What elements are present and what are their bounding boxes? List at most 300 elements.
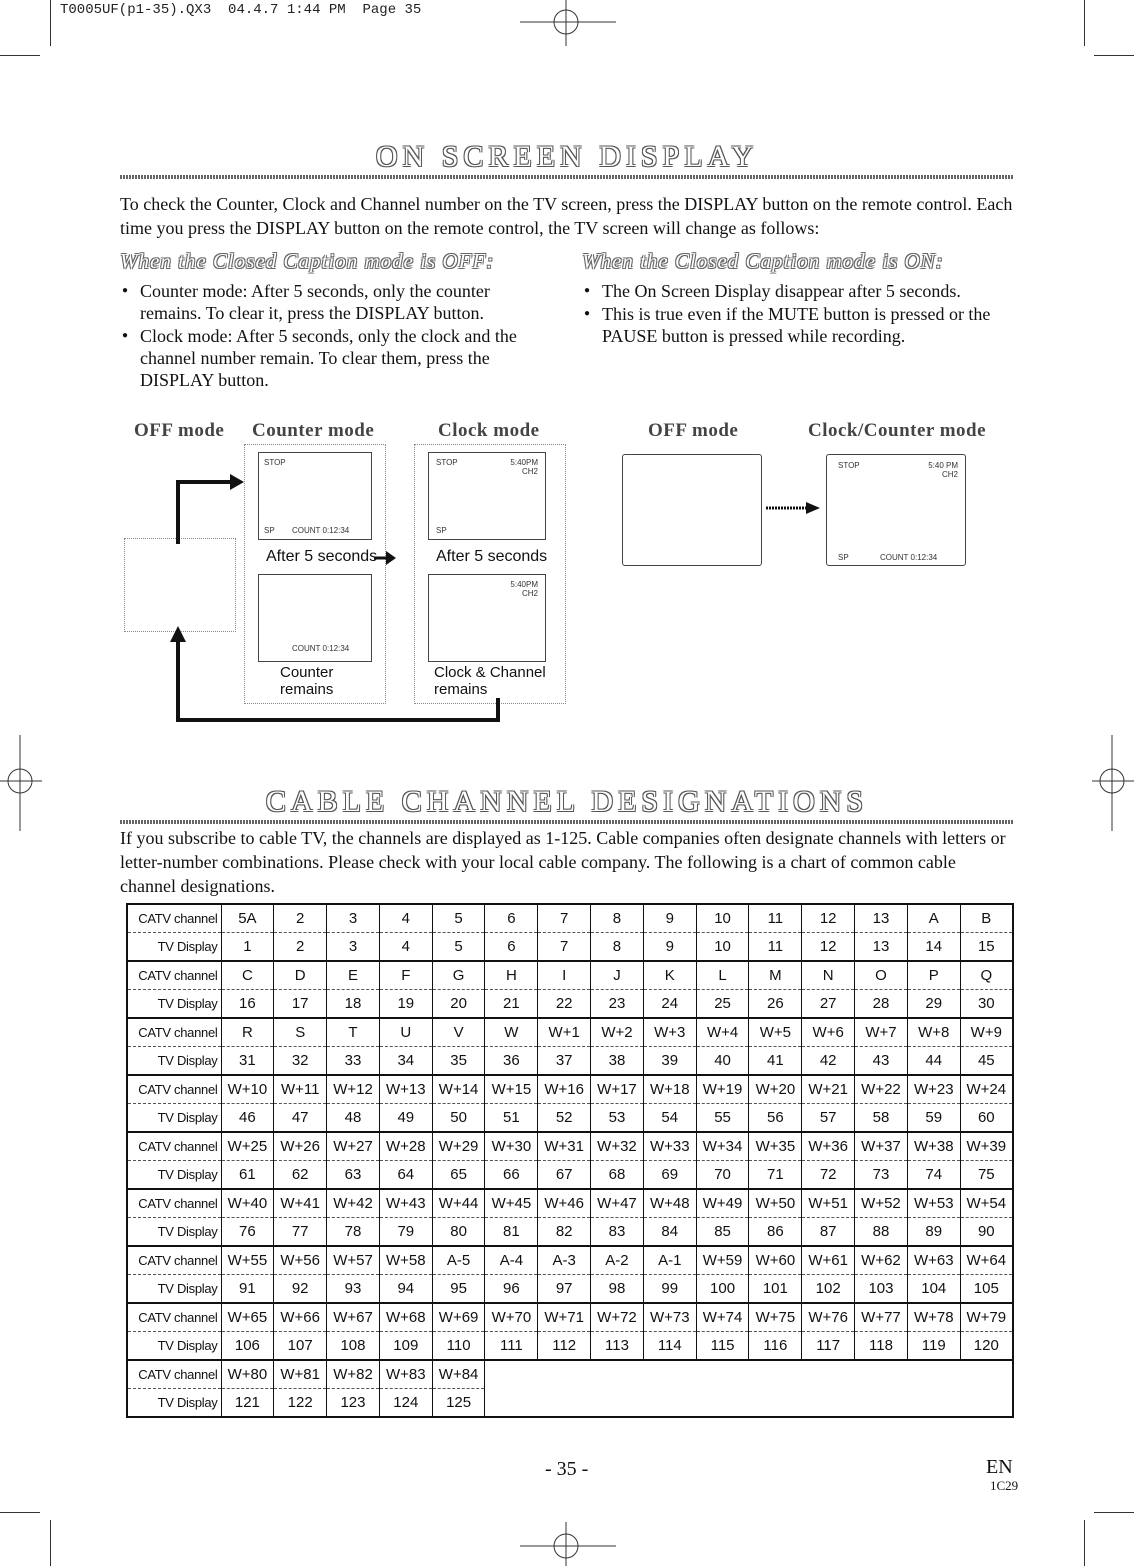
row-label: CATV channel [127, 961, 221, 990]
off-screen-cc [622, 454, 762, 566]
table-cell: 58 [855, 1104, 908, 1133]
crop-mark [1084, 1520, 1085, 1566]
screen-sp: SP [264, 526, 275, 535]
table-cell: 69 [643, 1161, 696, 1190]
table-cell: W+38 [907, 1132, 960, 1161]
table-cell: 16 [221, 990, 274, 1019]
screen-stop: STOP [436, 458, 458, 467]
table-cell: 51 [485, 1104, 538, 1133]
table-cell: 89 [907, 1218, 960, 1247]
catv-row [127, 961, 1013, 990]
table-cell: W+37 [855, 1132, 908, 1161]
table-cell: 22 [538, 990, 591, 1019]
table-cell: 66 [485, 1161, 538, 1190]
table-cell: W+36 [802, 1132, 855, 1161]
catv-row [127, 904, 1013, 933]
table-cell: W+49 [696, 1189, 749, 1218]
tv-display-row [127, 1104, 1013, 1133]
table-cell: 120 [960, 1332, 1013, 1361]
table-cell: W+51 [802, 1189, 855, 1218]
table-cell: 86 [749, 1218, 802, 1247]
table-cell: W+24 [960, 1075, 1013, 1104]
tv-display-row [127, 1332, 1013, 1361]
table-cell: 49 [379, 1104, 432, 1133]
screen-time: 5:40 PM [928, 461, 958, 470]
table-cell: A-3 [538, 1246, 591, 1275]
tv-display-row [127, 1218, 1013, 1247]
table-cell: W+68 [379, 1303, 432, 1332]
table-cell: 83 [591, 1218, 644, 1247]
table-cell: W+62 [855, 1246, 908, 1275]
cc-off-heading: When the Closed Caption mode is OFF: [120, 249, 495, 273]
table-cell: W+52 [855, 1189, 908, 1218]
table-cell: 11 [749, 904, 802, 933]
table-cell: W+74 [696, 1303, 749, 1332]
table-cell: 3 [327, 933, 380, 962]
catv-row [127, 1360, 1013, 1389]
clock-remains-label [434, 664, 546, 698]
table-cell: 43 [855, 1047, 908, 1076]
table-cell: 5 [432, 933, 485, 962]
row-label: CATV channel [127, 1360, 221, 1389]
table-cell: W+61 [802, 1246, 855, 1275]
table-cell: 3 [327, 904, 380, 933]
table-cell: W+31 [538, 1132, 591, 1161]
row-label: TV Display [157, 1395, 218, 1410]
table-cell: A-2 [591, 1246, 644, 1275]
crop-mark [1094, 55, 1134, 56]
row-label: TV Display [157, 1224, 218, 1239]
tv-display-row [127, 1275, 1013, 1304]
table-cell: W+17 [591, 1075, 644, 1104]
table-cell: 64 [379, 1161, 432, 1190]
screen-count: COUNT 0:12:34 [880, 553, 938, 562]
table-cell: W+79 [960, 1303, 1013, 1332]
table-cell: 85 [696, 1218, 749, 1247]
table-cell: W+1 [538, 1018, 591, 1047]
page-number: - 35 - [545, 1458, 589, 1480]
screen-count: COUNT 0:12:34 [292, 644, 350, 653]
table-cell: 17 [274, 990, 327, 1019]
table-cell: O [855, 961, 908, 990]
label-off-mode: OFF mode [134, 420, 225, 441]
table-cell: A [907, 904, 960, 933]
table-cell: 81 [485, 1218, 538, 1247]
table-cell: 59 [907, 1104, 960, 1133]
table-cell: W+19 [696, 1075, 749, 1104]
table-cell: 19 [379, 990, 432, 1019]
list-item: ● Clock mode: After 5 seconds, only the clock and the channel number remain. To clear them, press the DISPLAY button. [120, 325, 540, 391]
table-cell: 116 [749, 1332, 802, 1361]
table-cell: W+11 [274, 1075, 327, 1104]
table-cell: W+26 [274, 1132, 327, 1161]
table-cell: 4 [379, 904, 432, 933]
table-cell: 9 [643, 933, 696, 962]
catv-row [127, 1075, 1013, 1104]
table-cell: 88 [855, 1218, 908, 1247]
table-cell: W+9 [960, 1018, 1013, 1047]
table-cell: W+18 [643, 1075, 696, 1104]
table-cell: 52 [538, 1104, 591, 1133]
table-cell: 63 [327, 1161, 380, 1190]
crop-mark [0, 55, 40, 56]
table-cell: W+73 [643, 1303, 696, 1332]
table-cell: E [327, 961, 380, 990]
table-cell: 100 [696, 1275, 749, 1304]
table-cell: W+8 [907, 1018, 960, 1047]
table-cell: 35 [432, 1047, 485, 1076]
table-cell: W+23 [907, 1075, 960, 1104]
table-cell: 7 [538, 933, 591, 962]
table-cell: 108 [327, 1332, 380, 1361]
table-cell: W+6 [802, 1018, 855, 1047]
screen-time: 5:40PM [510, 580, 538, 589]
table-cell: 5A [221, 904, 274, 933]
table-cell: 28 [855, 990, 908, 1019]
table-cell: W+15 [485, 1075, 538, 1104]
table-cell: 67 [538, 1161, 591, 1190]
label-clock-counter-mode: Clock/Counter mode [808, 420, 987, 441]
table-cell: W+63 [907, 1246, 960, 1275]
tv-display-row [127, 1389, 1013, 1418]
list-item: ● Counter mode: After 5 seconds, only the counter remains. To clear it, press the DISPLAY button. [120, 280, 540, 324]
table-cell: G [432, 961, 485, 990]
table-cell: 26 [749, 990, 802, 1019]
table-cell: W+76 [802, 1303, 855, 1332]
table-cell: 97 [538, 1275, 591, 1304]
table-cell: 110 [432, 1332, 485, 1361]
row-label: TV Display [157, 939, 218, 954]
catv-row [127, 1189, 1013, 1218]
table-cell: 122 [274, 1389, 327, 1418]
crop-mark [0, 1512, 40, 1513]
osd-title: ON SCREEN DISPLAY [375, 140, 759, 173]
table-cell: W+21 [802, 1075, 855, 1104]
table-cell: W+54 [960, 1189, 1013, 1218]
table-cell: 41 [749, 1047, 802, 1076]
table-cell: W+58 [379, 1246, 432, 1275]
remains-line: Counter [280, 664, 334, 681]
table-cell: 102 [802, 1275, 855, 1304]
table-cell: 27 [802, 990, 855, 1019]
table-cell: R [221, 1018, 274, 1047]
table-cell: W+64 [960, 1246, 1013, 1275]
table-cell: 90 [960, 1218, 1013, 1247]
table-cell: V [432, 1018, 485, 1047]
list-item: ● This is true even if the MUTE button is pressed or the PAUSE button is pressed while recording. [582, 303, 1014, 347]
table-cell: 2 [274, 933, 327, 962]
table-cell: W+29 [432, 1132, 485, 1161]
table-cell: 38 [591, 1047, 644, 1076]
table-cell: 114 [643, 1332, 696, 1361]
table-cell: 4 [379, 933, 432, 962]
language-code: EN [986, 1456, 1013, 1478]
table-cell: 94 [379, 1275, 432, 1304]
table-cell: 123 [327, 1389, 380, 1418]
table-cell: W+10 [221, 1075, 274, 1104]
table-cell: 118 [855, 1332, 908, 1361]
cc-off-bullets [120, 280, 540, 392]
table-cell: 32 [274, 1047, 327, 1076]
table-cell: W+83 [379, 1360, 432, 1389]
cable-channel-table [126, 903, 1014, 1418]
table-cell: W+72 [591, 1303, 644, 1332]
table-cell: W [485, 1018, 538, 1047]
table-cell: 117 [802, 1332, 855, 1361]
table-cell: 60 [960, 1104, 1013, 1133]
table-cell: W+30 [485, 1132, 538, 1161]
table-cell: W+77 [855, 1303, 908, 1332]
table-cell: 78 [327, 1218, 380, 1247]
table-cell: 65 [432, 1161, 485, 1190]
screen-sp: SP [838, 553, 849, 562]
table-cell: W+32 [591, 1132, 644, 1161]
table-cell: W+69 [432, 1303, 485, 1332]
screen-channel: CH2 [941, 470, 958, 479]
table-cell: W+57 [327, 1246, 380, 1275]
table-cell: 55 [696, 1104, 749, 1133]
table-cell: 29 [907, 990, 960, 1019]
table-cell: 68 [591, 1161, 644, 1190]
label-off-mode-cc: OFF mode [648, 420, 739, 441]
label-clock-mode: Clock mode [438, 420, 540, 441]
table-cell: 47 [274, 1104, 327, 1133]
table-cell: 21 [485, 990, 538, 1019]
table-cell: W+75 [749, 1303, 802, 1332]
table-cell: I [538, 961, 591, 990]
table-cell: 99 [643, 1275, 696, 1304]
screen-stop: STOP [264, 458, 286, 467]
remains-line: remains [280, 681, 334, 698]
table-cell: W+67 [327, 1303, 380, 1332]
table-cell: 10 [696, 933, 749, 962]
table-cell: 57 [802, 1104, 855, 1133]
list-item: ● The On Screen Display disappear after 5 seconds. [582, 280, 1014, 302]
table-cell: 31 [221, 1047, 274, 1076]
table-cell: 62 [274, 1161, 327, 1190]
table-cell: D [274, 961, 327, 990]
crop-mark [1084, 0, 1085, 46]
table-cell: W+53 [907, 1189, 960, 1218]
table-cell: 80 [432, 1218, 485, 1247]
row-label: CATV channel [127, 1018, 221, 1047]
screen-stop: STOP [838, 461, 860, 470]
table-cell: W+25 [221, 1132, 274, 1161]
cable-intro: If you subscribe to cable TV, the channels are displayed as 1-125. Cable companies often designate channels with letters or letter-number combinations. Please check with your local cable company. The following is a chart of common cable channel designations. [120, 828, 1006, 896]
table-cell: W+7 [855, 1018, 908, 1047]
row-label: CATV channel [127, 1075, 221, 1104]
table-cell: 98 [591, 1275, 644, 1304]
table-cell: A-5 [432, 1246, 485, 1275]
table-cell: W+12 [327, 1075, 380, 1104]
table-cell: W+70 [485, 1303, 538, 1332]
table-cell: 72 [802, 1161, 855, 1190]
table-cell: 75 [960, 1161, 1013, 1190]
table-cell: W+27 [327, 1132, 380, 1161]
table-cell: 91 [221, 1275, 274, 1304]
table-cell: 76 [221, 1218, 274, 1247]
row-label: CATV channel [127, 904, 221, 933]
table-cell: W+3 [643, 1018, 696, 1047]
table-cell: 15 [960, 933, 1013, 962]
table-cell: 87 [802, 1218, 855, 1247]
table-cell: 14 [907, 933, 960, 962]
screen-time: 5:40PM [510, 458, 538, 467]
table-cell: W+48 [643, 1189, 696, 1218]
table-cell: 124 [379, 1389, 432, 1418]
table-cell: 12 [802, 904, 855, 933]
cable-title: CABLE CHANNEL DESIGNATIONS [265, 785, 869, 818]
row-label: TV Display [157, 1281, 218, 1296]
table-cell: 24 [643, 990, 696, 1019]
table-cell: W+80 [221, 1360, 274, 1389]
table-cell: W+45 [485, 1189, 538, 1218]
registration-mark [0, 735, 44, 835]
table-cell: P [907, 961, 960, 990]
table-cell: 7 [538, 904, 591, 933]
table-cell: 6 [485, 933, 538, 962]
row-label: CATV channel [127, 1132, 221, 1161]
table-cell: 107 [274, 1332, 327, 1361]
table-cell: 71 [749, 1161, 802, 1190]
table-cell: 84 [643, 1218, 696, 1247]
row-label: TV Display [157, 1053, 218, 1068]
print-header-time: 1:44 PM [286, 2, 346, 18]
table-cell: 93 [327, 1275, 380, 1304]
title-rule [120, 820, 1014, 824]
table-cell: 13 [855, 904, 908, 933]
empty-cell [485, 1360, 1013, 1389]
arrow-right [764, 498, 824, 518]
empty-cell [485, 1389, 1013, 1418]
catv-row [127, 1303, 1013, 1332]
table-cell: W+13 [379, 1075, 432, 1104]
screen-channel: CH2 [521, 467, 538, 476]
table-cell: 56 [749, 1104, 802, 1133]
table-cell: 101 [749, 1275, 802, 1304]
table-cell: 104 [907, 1275, 960, 1304]
screen-sp: SP [436, 526, 447, 535]
table-cell: 36 [485, 1047, 538, 1076]
table-cell: W+39 [960, 1132, 1013, 1161]
table-cell: 25 [696, 990, 749, 1019]
row-label: CATV channel [127, 1246, 221, 1275]
table-cell: H [485, 961, 538, 990]
table-cell: 111 [485, 1332, 538, 1361]
table-cell: 6 [485, 904, 538, 933]
row-label: CATV channel [127, 1189, 221, 1218]
table-cell: 12 [802, 933, 855, 962]
row-label: CATV channel [127, 1303, 221, 1332]
tv-display-row [127, 933, 1013, 962]
table-cell: W+16 [538, 1075, 591, 1104]
table-cell: W+60 [749, 1246, 802, 1275]
tv-display-row [127, 990, 1013, 1019]
after-5-seconds: After 5 seconds [436, 548, 548, 565]
print-header-file: T0005UF(p1-35).QX3 [60, 2, 212, 18]
table-cell: W+65 [221, 1303, 274, 1332]
table-cell: 82 [538, 1218, 591, 1247]
tv-display-row [127, 1047, 1013, 1076]
table-cell: W+42 [327, 1189, 380, 1218]
table-cell: N [802, 961, 855, 990]
table-cell: 8 [591, 933, 644, 962]
table-cell: W+47 [591, 1189, 644, 1218]
table-cell: W+43 [379, 1189, 432, 1218]
table-cell: L [696, 961, 749, 990]
table-cell: W+56 [274, 1246, 327, 1275]
table-cell: W+59 [696, 1246, 749, 1275]
table-cell: C [221, 961, 274, 990]
table-cell: B [960, 904, 1013, 933]
table-cell: 44 [907, 1047, 960, 1076]
table-cell: W+84 [432, 1360, 485, 1389]
table-cell: W+41 [274, 1189, 327, 1218]
table-cell: 103 [855, 1275, 908, 1304]
counter-remains-label [280, 664, 333, 698]
tv-display-row [127, 1161, 1013, 1190]
crop-mark [1094, 1512, 1134, 1513]
table-cell: J [591, 961, 644, 990]
table-cell: 42 [802, 1047, 855, 1076]
registration-mark [520, 1520, 620, 1566]
table-cell: W+5 [749, 1018, 802, 1047]
table-cell: 105 [960, 1275, 1013, 1304]
table-cell: W+66 [274, 1303, 327, 1332]
table-cell: 50 [432, 1104, 485, 1133]
table-cell: 73 [855, 1161, 908, 1190]
registration-mark [520, 0, 620, 48]
table-cell: W+44 [432, 1189, 485, 1218]
table-cell: W+33 [643, 1132, 696, 1161]
table-cell: 46 [221, 1104, 274, 1133]
after-5-seconds: After 5 seconds [266, 548, 378, 565]
table-cell: 54 [643, 1104, 696, 1133]
table-cell: 2 [274, 904, 327, 933]
catv-row [127, 1246, 1013, 1275]
table-cell: W+81 [274, 1360, 327, 1389]
table-cell: 92 [274, 1275, 327, 1304]
screen-count: COUNT 0:12:34 [292, 526, 350, 535]
table-cell: W+46 [538, 1189, 591, 1218]
table-cell: K [643, 961, 696, 990]
table-cell: 115 [696, 1332, 749, 1361]
table-cell: A-4 [485, 1246, 538, 1275]
table-cell: 109 [379, 1332, 432, 1361]
row-label: TV Display [157, 1110, 218, 1125]
crop-mark [50, 1520, 51, 1566]
table-cell: Q [960, 961, 1013, 990]
registration-mark [1090, 735, 1134, 835]
table-cell: 48 [327, 1104, 380, 1133]
screen-channel: CH2 [521, 589, 538, 598]
cc-on-bullets [582, 280, 1014, 348]
table-cell: W+2 [591, 1018, 644, 1047]
table-cell: 61 [221, 1161, 274, 1190]
table-cell: 9 [643, 904, 696, 933]
table-cell: W+50 [749, 1189, 802, 1218]
print-header [60, 2, 421, 18]
table-cell: 34 [379, 1047, 432, 1076]
table-cell: 40 [696, 1047, 749, 1076]
table-cell: W+55 [221, 1246, 274, 1275]
table-cell: 23 [591, 990, 644, 1019]
doc-code: 1C29 [990, 1478, 1019, 1493]
table-cell: W+14 [432, 1075, 485, 1104]
table-cell: 112 [538, 1332, 591, 1361]
table-cell: S [274, 1018, 327, 1047]
remains-line: Clock & Channel [434, 664, 546, 681]
